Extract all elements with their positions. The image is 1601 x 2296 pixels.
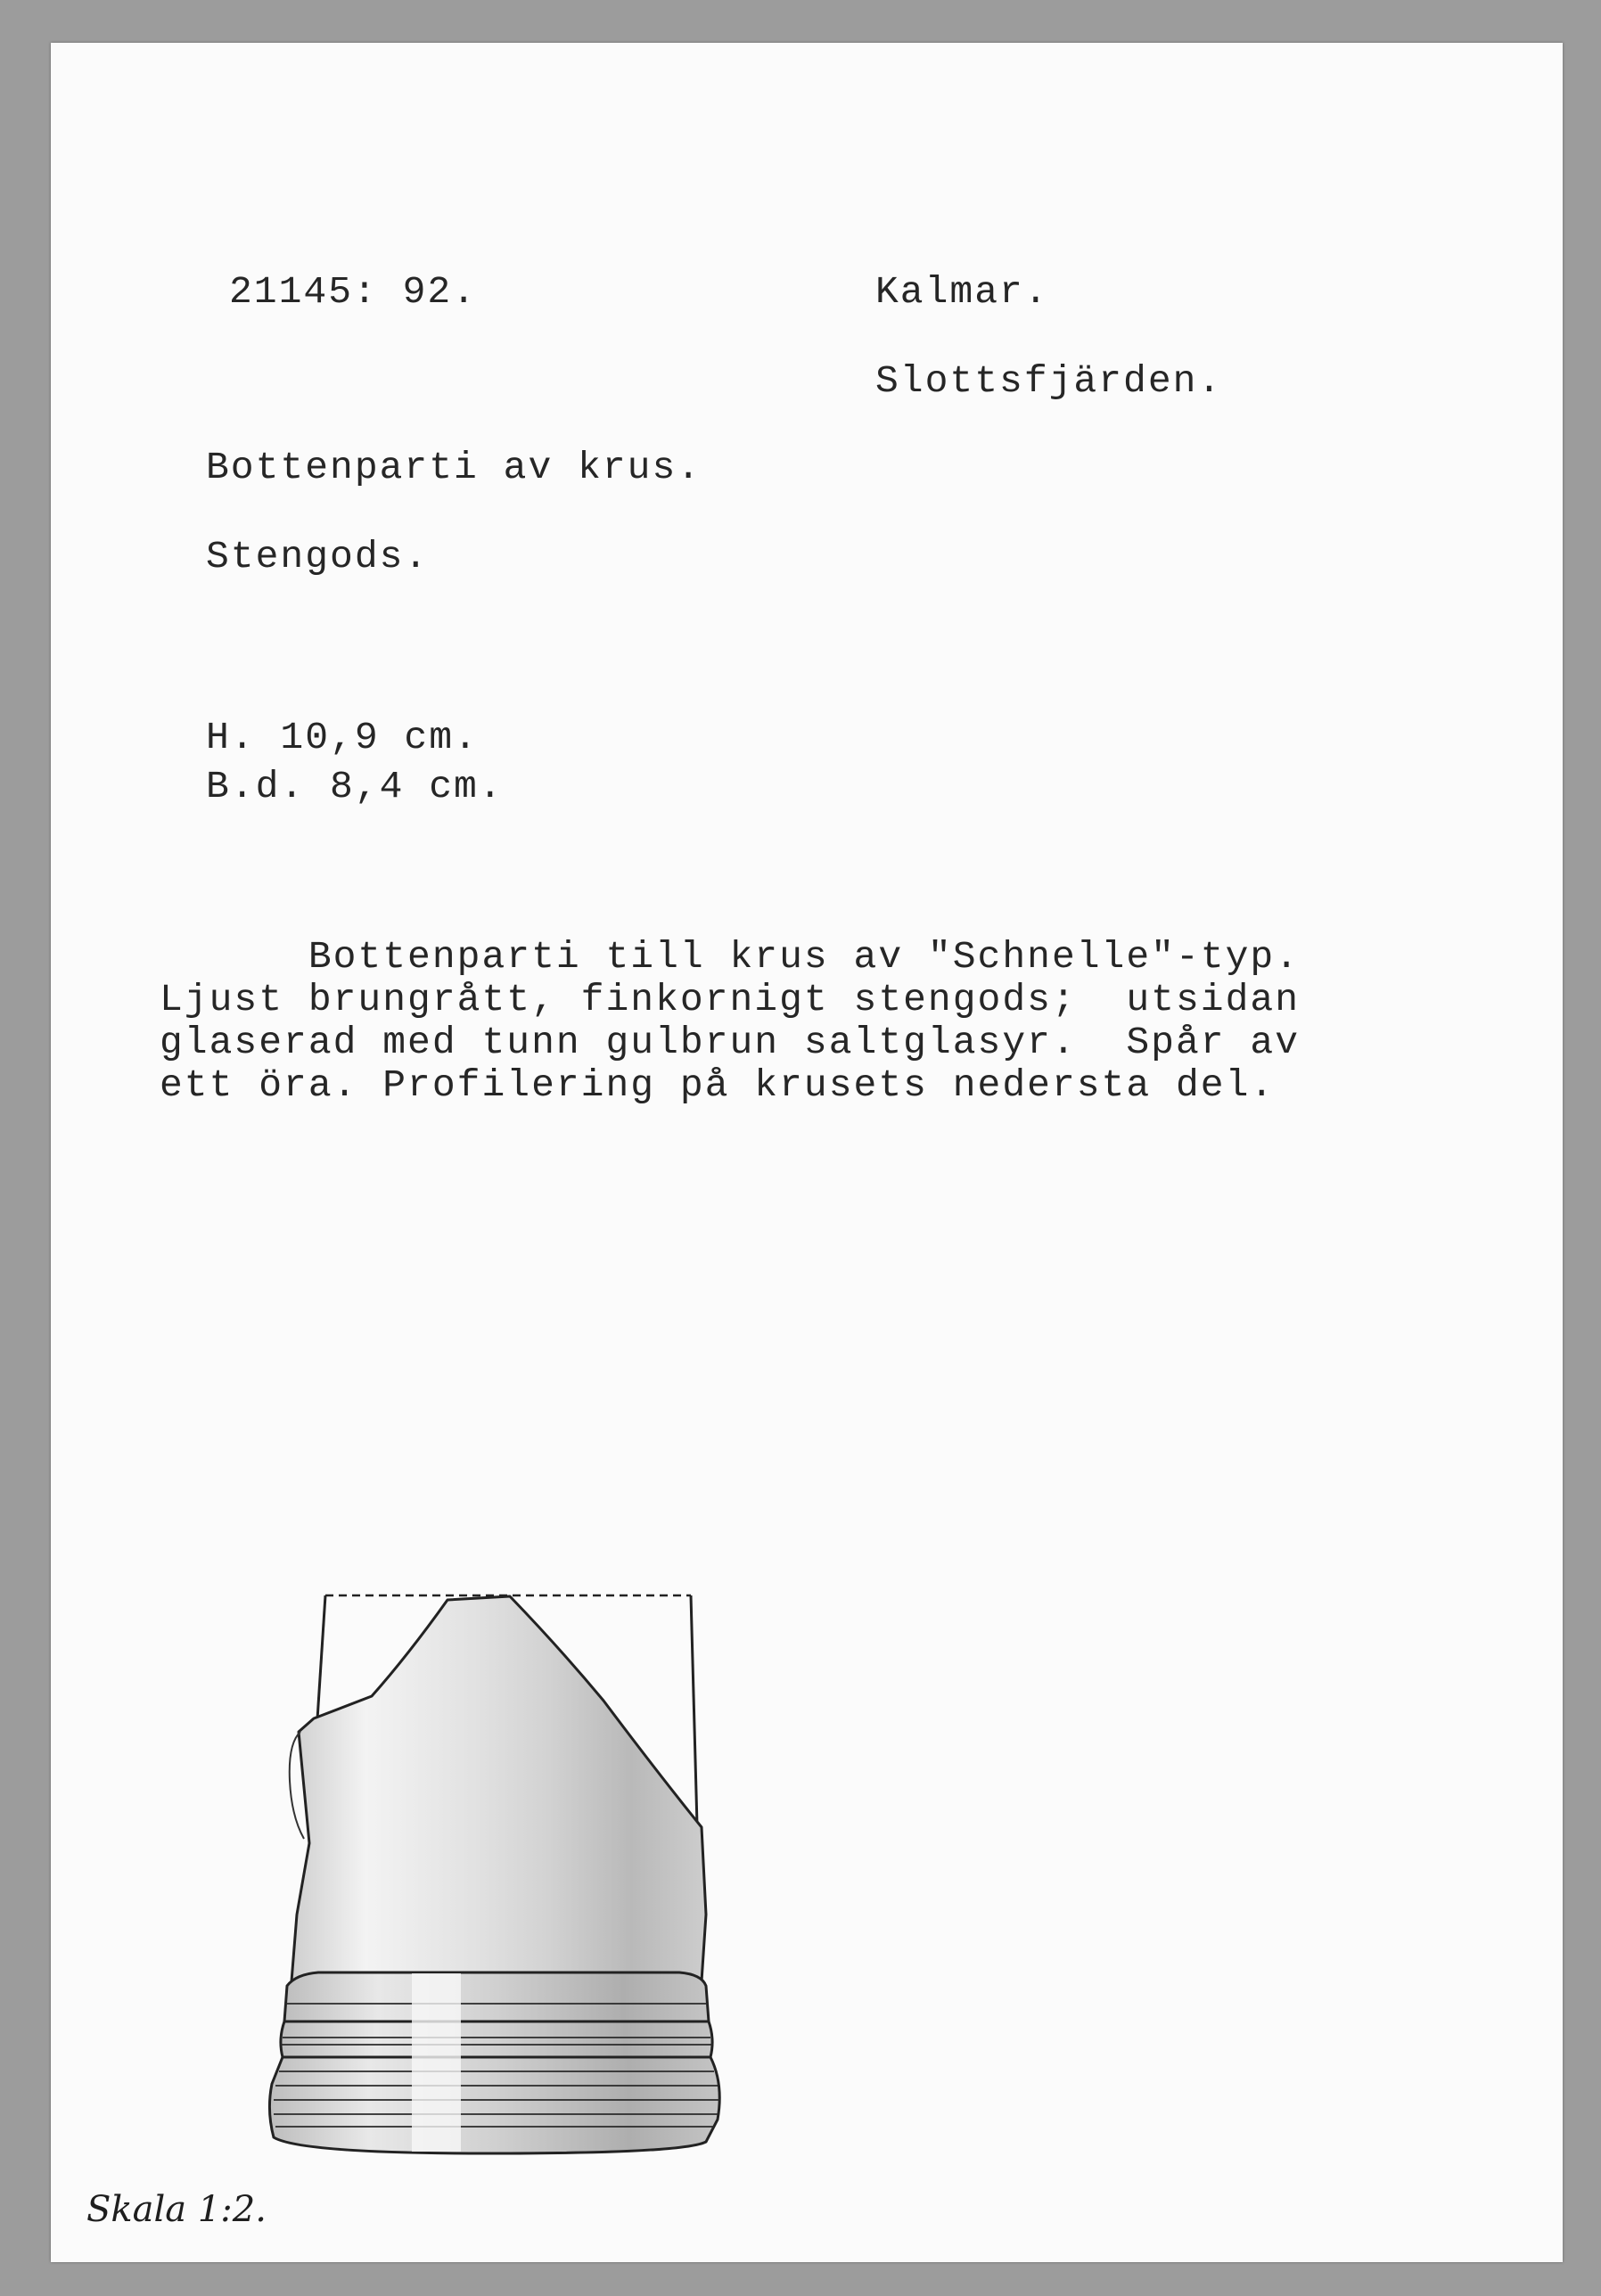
profiled-band-upper (284, 1972, 709, 2021)
catalog-number: 21145: 92. (229, 270, 478, 314)
description-line: glaserad med tunn gulbrun saltglasyr. Spår av (160, 1021, 1300, 1064)
find-place: Kalmar. (875, 270, 1049, 314)
height-measurement: H. 10,9 cm. (206, 716, 479, 759)
find-site: Slottsfjärden. (875, 359, 1223, 403)
band-highlight (412, 1973, 461, 2152)
description-line: Ljust brungrått, finkornigt stengods; utsidan (160, 978, 1300, 1021)
material: Stengods. (206, 535, 430, 578)
scale-label: Skala 1:2. (86, 2189, 267, 2230)
catalog-card (51, 43, 1563, 2262)
description-line: ett öra. Profilering på krusets nedersta del. (160, 1063, 1276, 1107)
description-line: Bottenparti till krus av "Schnelle"-typ. (160, 935, 1300, 979)
profiled-band-middle (281, 2021, 712, 2057)
base-diameter-measurement: B.d. 8,4 cm. (206, 765, 504, 808)
outline-right (691, 1595, 697, 1825)
stoneware-jug-fragment-drawing (202, 1540, 773, 2182)
fragment-body (291, 1596, 706, 1981)
description (160, 936, 1550, 1107)
object-title: Bottenparti av krus. (206, 446, 702, 489)
